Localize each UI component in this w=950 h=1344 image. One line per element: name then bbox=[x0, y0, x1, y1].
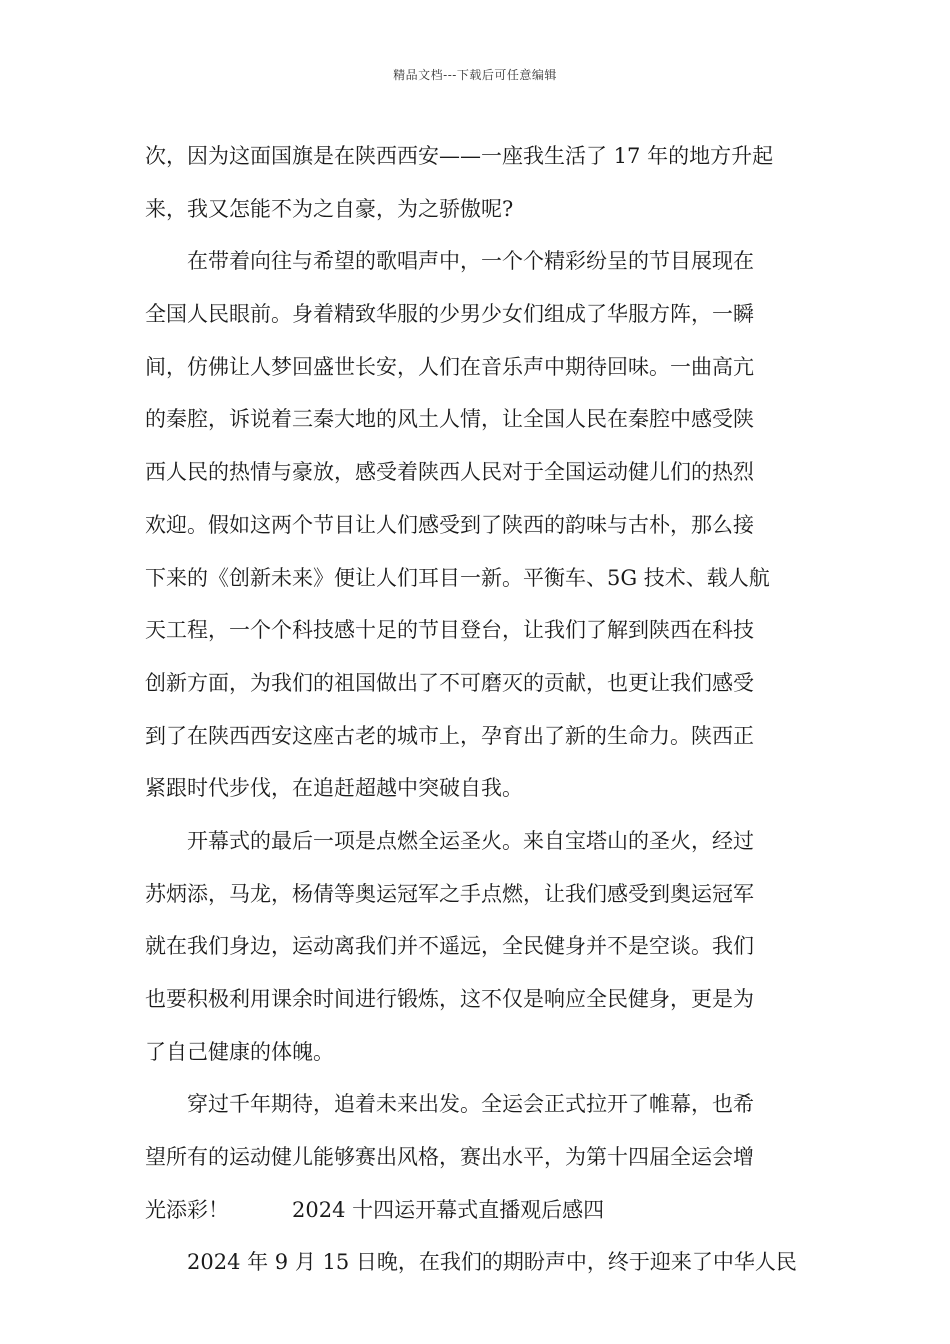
text-line-21: 光添彩！ 2024 十四运开幕式直播观后感四 bbox=[145, 1197, 605, 1222]
text-line-4: 全国人民眼前。身着精致华服的少男少女们组成了华服方阵，一瞬 bbox=[145, 302, 754, 327]
text-line-10: 天工程，一个个科技感十足的节目登台，让我们了解到陕西在科技 bbox=[145, 618, 754, 643]
text-line-2: 来，我又怎能不为之自豪，为之骄傲呢? bbox=[145, 196, 514, 221]
page-header: 精品文档---下载后可任意编辑 bbox=[393, 68, 557, 82]
text-line-12: 到了在陕西西安这座古老的城市上，孕育出了新的生命力。陕西正 bbox=[145, 723, 754, 748]
text-line-6: 的秦腔，诉说着三秦大地的风土人情，让全国人民在秦腔中感受陕 bbox=[145, 407, 754, 432]
text-line-18: 了自己健康的体魄。 bbox=[145, 1039, 334, 1064]
text-line-1: 次，因为这面国旗是在陕西西安——一座我生活了 17 年的地方升起 bbox=[145, 144, 774, 168]
document-body bbox=[145, 130, 810, 1289]
text-line-20: 望所有的运动健儿能够赛出风格，赛出水平，为第十四届全运会增 bbox=[145, 1145, 754, 1170]
text-line-19: 穿过千年期待，追着未来出发。全运会正式拉开了帷幕，也希 bbox=[187, 1092, 754, 1117]
text-line-15: 苏炳添，马龙，杨倩等奥运冠军之手点燃，让我们感受到奥运冠军 bbox=[145, 881, 754, 906]
text-line-8: 欢迎。假如这两个节目让人们感受到了陕西的韵味与古朴，那么接 bbox=[145, 512, 754, 537]
text-line-7: 西人民的热情与豪放，感受着陕西人民对于全国运动健儿们的热烈 bbox=[145, 460, 754, 485]
text-line-9: 下来的《创新未来》便让人们耳目一新。平衡车、5G 技术、载人航 bbox=[145, 565, 770, 590]
text-line-11: 创新方面，为我们的祖国做出了不可磨灭的贡献，也更让我们感受 bbox=[145, 670, 754, 695]
text-line-3: 在带着向往与希望的歌唱声中，一个个精彩纷呈的节目展现在 bbox=[187, 249, 754, 274]
text-line-5: 间，仿佛让人梦回盛世长安，人们在音乐声中期待回味。一曲高亢 bbox=[145, 354, 754, 379]
text-line-13: 紧跟时代步伐，在追赶超越中突破自我。 bbox=[145, 776, 523, 801]
text-line-17: 也要积极利用课余时间进行锻炼，这不仅是响应全民健身，更是为 bbox=[145, 987, 754, 1011]
text-line-14: 开幕式的最后一项是点燃全运圣火。来自宝塔山的圣火，经过 bbox=[187, 828, 754, 853]
text-line-22: 2024 年 9 月 15 日晚，在我们的期盼声中，终于迎来了中华人民 bbox=[187, 1250, 797, 1275]
text-line-16: 就在我们身边，运动离我们并不遥远，全民健身并不是空谈。我们 bbox=[145, 934, 754, 959]
